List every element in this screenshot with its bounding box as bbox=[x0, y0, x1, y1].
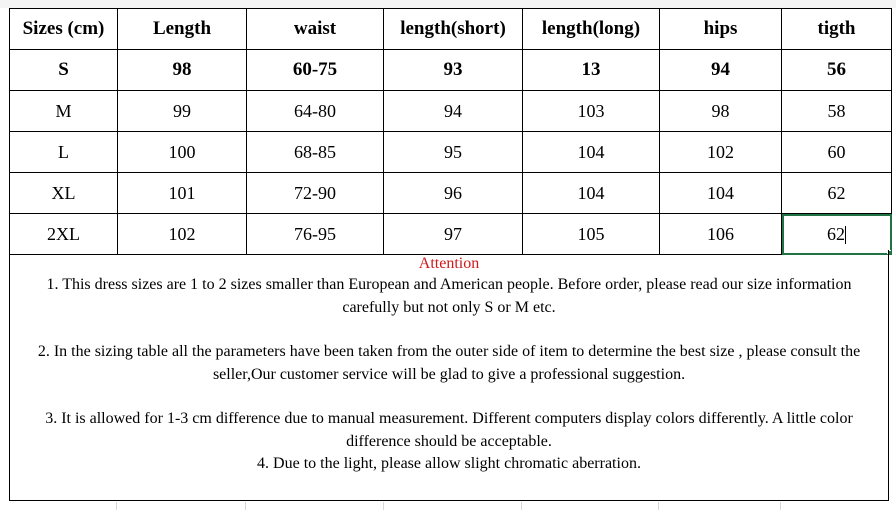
notes-panel bbox=[9, 250, 889, 501]
table-cell[interactable]: 94 bbox=[660, 50, 782, 91]
table-cell[interactable]: 95 bbox=[384, 132, 523, 173]
table-cell[interactable]: 98 bbox=[118, 50, 247, 91]
gridline bbox=[116, 502, 117, 510]
note-item-1: 1. This dress sizes are 1 to 2 sizes smaller than European and American people. Before order, please read our size information carefully but not only S or M etc. bbox=[46, 276, 852, 316]
table-cell[interactable]: 56 bbox=[782, 50, 892, 91]
header-length[interactable]: Length bbox=[118, 9, 247, 50]
header-length-short[interactable]: length(short) bbox=[384, 9, 523, 50]
selected-cell-value: 62 bbox=[827, 223, 845, 244]
table-cell[interactable]: 104 bbox=[523, 173, 660, 214]
table-cell[interactable]: 100 bbox=[118, 132, 247, 173]
table-cell[interactable]: 62 bbox=[782, 173, 892, 214]
gridline bbox=[780, 502, 781, 510]
table-cell[interactable]: 94 bbox=[384, 91, 523, 132]
table-cell[interactable]: 58 bbox=[782, 91, 892, 132]
table-cell[interactable]: 104 bbox=[660, 173, 782, 214]
header-hips[interactable]: hips bbox=[660, 9, 782, 50]
table-cell[interactable]: 76-95 bbox=[247, 214, 384, 255]
table-cell[interactable]: 102 bbox=[660, 132, 782, 173]
table-cell[interactable]: 102 bbox=[118, 214, 247, 255]
table-cell[interactable]: 98 bbox=[660, 91, 782, 132]
gridline bbox=[521, 502, 522, 510]
table-cell[interactable]: 97 bbox=[384, 214, 523, 255]
size-chart-table bbox=[9, 8, 892, 255]
table-cell[interactable]: M bbox=[10, 91, 118, 132]
note-item-2: 2. In the sizing table all the parameters have been taken from the outer side of item to determine the best size , please consult the seller,Our customer service will be glad to give a professional suggestion. bbox=[37, 343, 861, 383]
table-row bbox=[10, 132, 892, 173]
header-sizes[interactable]: Sizes (cm) bbox=[10, 9, 118, 50]
table-cell[interactable]: 60 bbox=[782, 132, 892, 173]
table-cell[interactable]: 72-90 bbox=[247, 173, 384, 214]
table-cell[interactable]: L bbox=[10, 132, 118, 173]
table-cell[interactable]: 93 bbox=[384, 50, 523, 91]
table-cell[interactable]: 105 bbox=[523, 214, 660, 255]
table-cell[interactable]: 68-85 bbox=[247, 132, 384, 173]
gridline bbox=[383, 502, 384, 510]
note-item-3: 3. It is allowed for 1-3 cm difference due to manual measurement. Different computers display colors differently. A little color difference should be acceptable. bbox=[45, 410, 853, 450]
table-cell[interactable]: 60-75 bbox=[247, 50, 384, 91]
table-cell[interactable]: 13 bbox=[523, 50, 660, 91]
table-cell[interactable]: 64-80 bbox=[247, 91, 384, 132]
header-thigh[interactable]: tigth bbox=[782, 9, 892, 50]
table-cell[interactable]: 103 bbox=[523, 91, 660, 132]
table-cell[interactable]: 99 bbox=[118, 91, 247, 132]
table-cell[interactable]: 104 bbox=[523, 132, 660, 173]
table-cell[interactable]: 96 bbox=[384, 173, 523, 214]
table-row bbox=[10, 173, 892, 214]
table-row bbox=[10, 214, 892, 255]
table-header-row bbox=[10, 9, 892, 50]
text-cursor bbox=[845, 226, 846, 244]
table-cell[interactable]: XL bbox=[10, 173, 118, 214]
table-row bbox=[10, 91, 892, 132]
attention-title: Attention bbox=[418, 255, 480, 272]
table-cell[interactable]: 2XL bbox=[10, 214, 118, 255]
header-waist[interactable]: waist bbox=[247, 9, 384, 50]
table-cell[interactable]: 106 bbox=[660, 214, 782, 255]
header-length-long[interactable]: length(long) bbox=[523, 9, 660, 50]
gridline bbox=[245, 502, 246, 510]
table-cell[interactable]: 101 bbox=[118, 173, 247, 214]
gridline bbox=[658, 502, 659, 510]
selected-cell[interactable] bbox=[782, 214, 892, 255]
table-cell[interactable]: S bbox=[10, 50, 118, 91]
note-item-4: 4. Due to the light, please allow slight chromatic aberration. bbox=[257, 455, 641, 472]
table-row bbox=[10, 50, 892, 91]
